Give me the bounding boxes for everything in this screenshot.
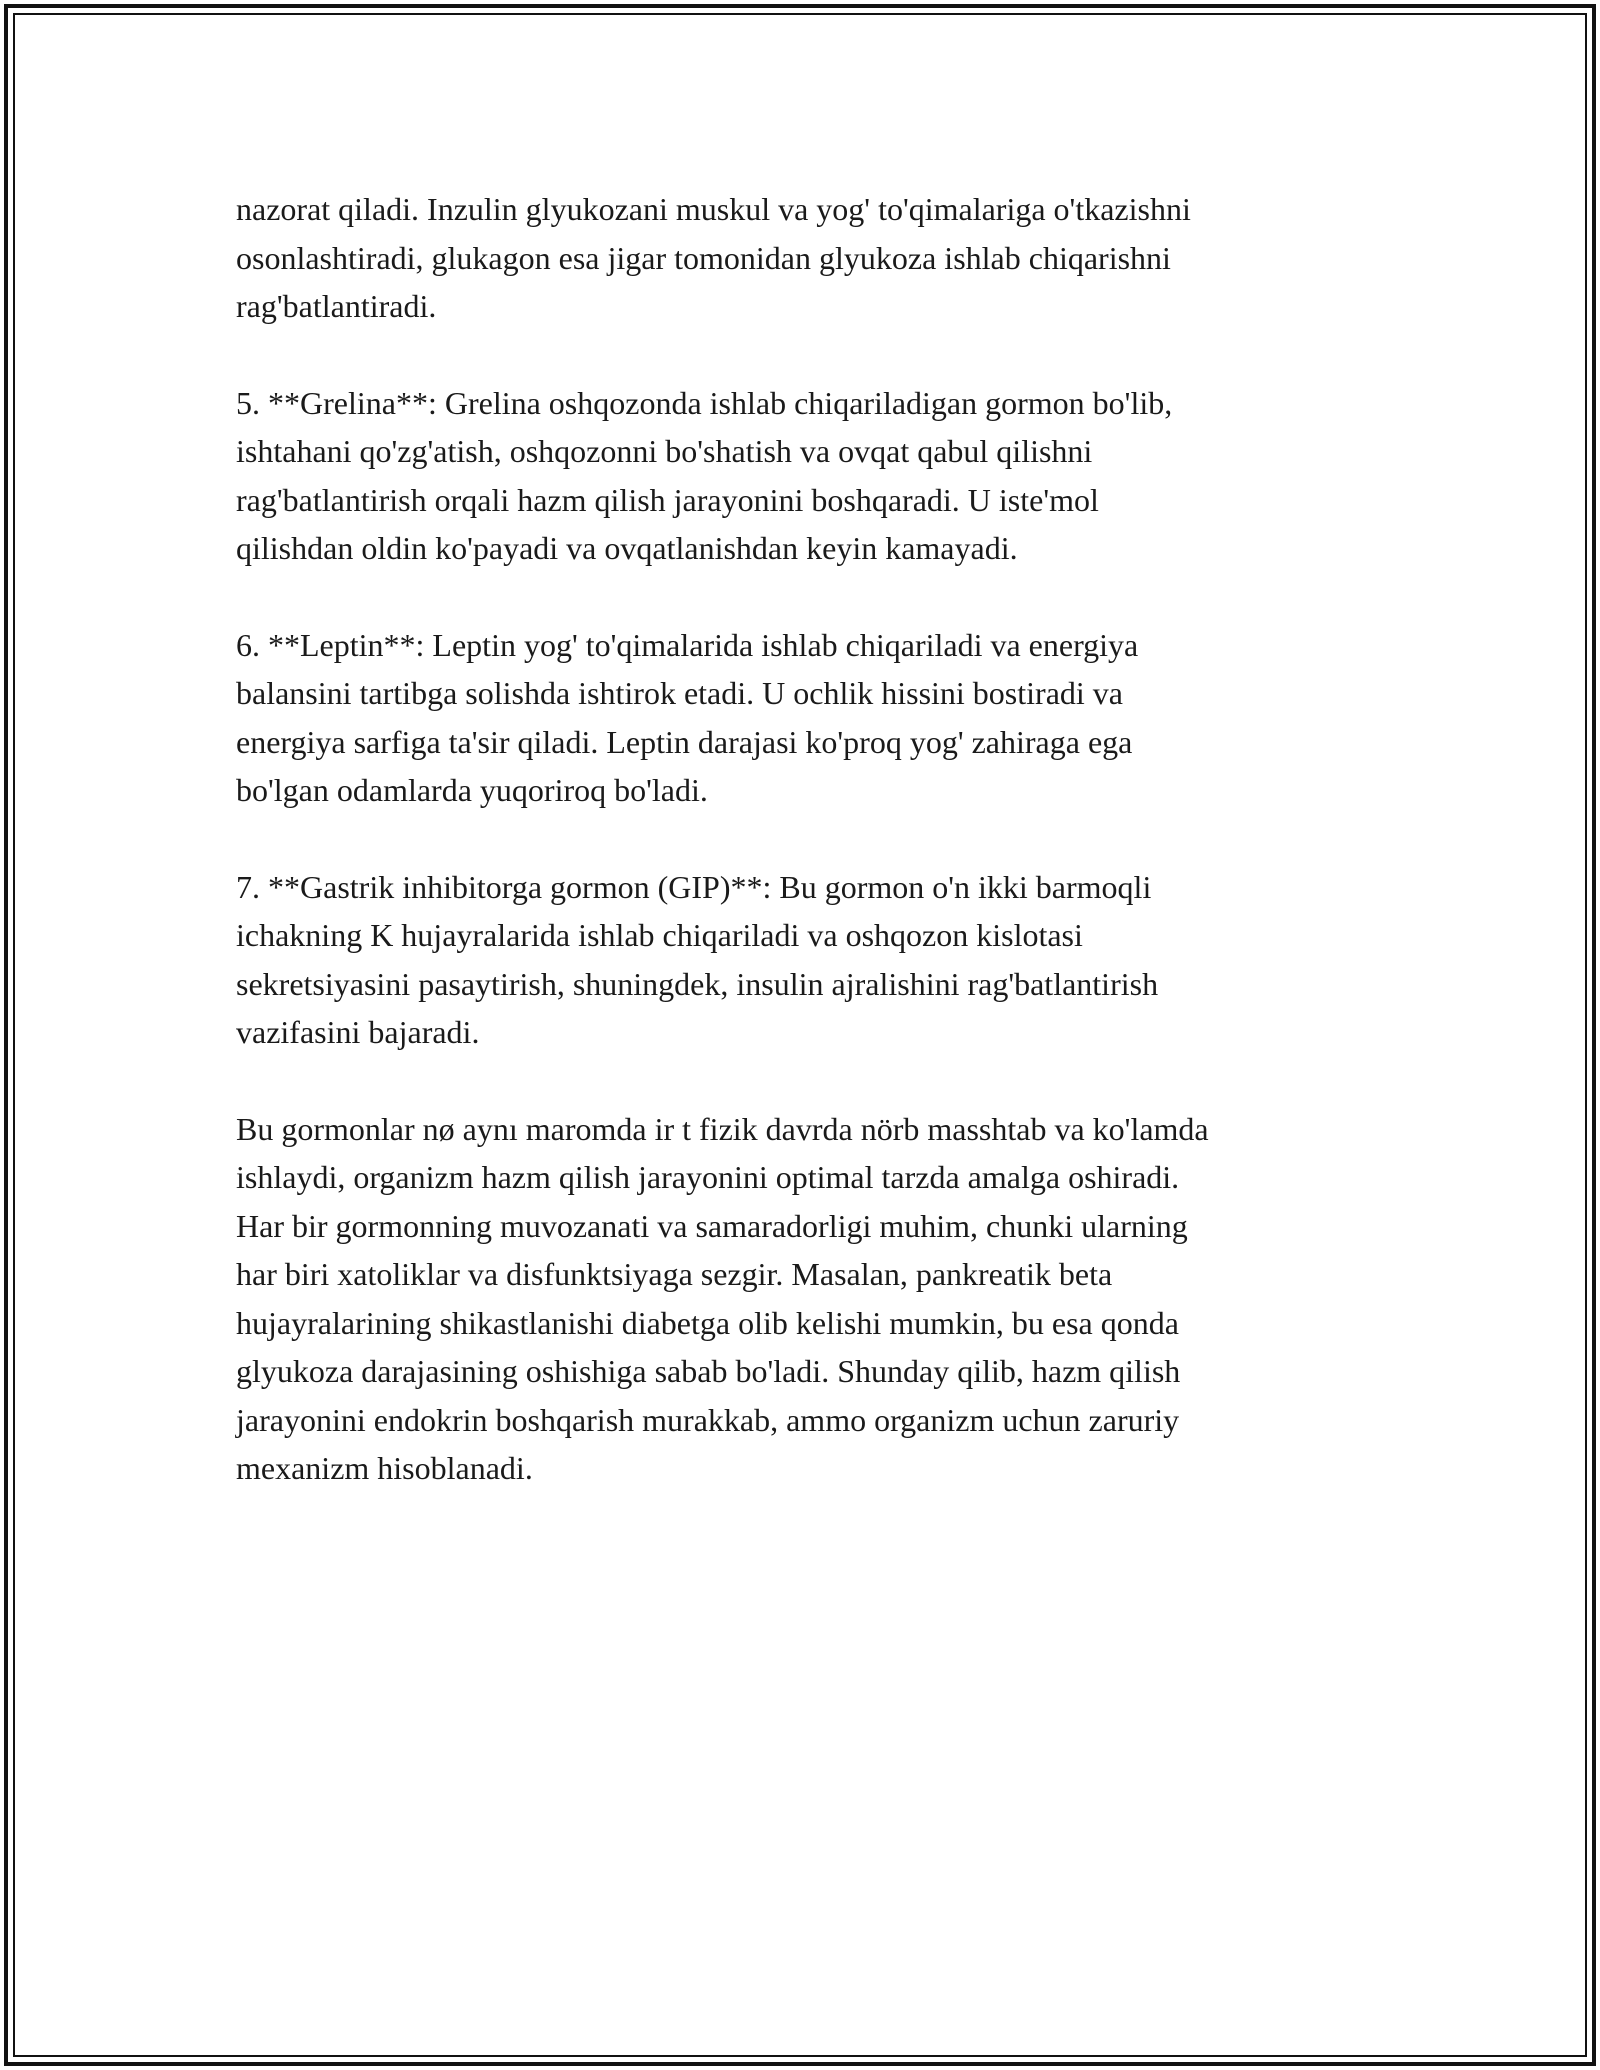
text-line: ishlaydi, organizm hazm qilish jarayonini optimal tarzda amalga oshiradi. (236, 1159, 1180, 1195)
text-line: 7. **Gastrik inhibitorga gormon (GIP)**: Bu gormon o'n ikki barmoqli (236, 868, 1152, 905)
text-line: rag'batlantirish orqali hazm qilish jarayonini boshqaradi. U iste'mol (236, 481, 1099, 518)
text-line: ishtahani qo'zg'atish, oshqozonni bo'shatish va ovqat qabul qilishni (236, 433, 1093, 469)
paragraph-leptin (236, 621, 1366, 815)
text-line: nazorat qiladi. Inzulin glyukozani muskul va yog' to'qimalariga o'tkazishni (236, 191, 1191, 227)
paragraph-conclusion (236, 1105, 1366, 1493)
text-line: hujayralarining shikastlanishi diabetga olib kelishi mumkin, bu esa qonda (236, 1304, 1179, 1341)
text-line: ichakning K hujayralarida ishlab chiqariladi va oshqozon kislotasi (236, 917, 1083, 953)
text-line: mexanizm hisoblanadi. (236, 1450, 533, 1486)
text-line: glyukoza darajasining oshishiga sabab bo'ladi. Shunday qilib, hazm qilish (236, 1353, 1181, 1389)
text-line: rag'batlantiradi. (236, 288, 437, 324)
paragraph-gip (236, 863, 1366, 1057)
text-line: Bu gormonlar nø aynı maromda ir t fizik davrda nörb masshtab va ko'lamda (236, 1110, 1209, 1147)
paragraph-grelina (236, 379, 1366, 573)
text-line: Har bir gormonning muvozanati va samaradorligi muhim, chunki ularning (236, 1207, 1188, 1244)
text-line: 6. **Leptin**: Leptin yog' to'qimalarida ishlab chiqariladi va energiya (236, 626, 1139, 663)
text-line: har biri xatoliklar va disfunktsiyaga sezgir. Masalan, pankreatik beta (236, 1256, 1113, 1292)
text-line: 5. **Grelina**: Grelina oshqozonda ishlab chiqariladigan gormon bo'lib, (236, 384, 1173, 421)
text-line: sekretsiyasini pasaytirish, shuningdek, insulin ajralishini rag'batlantirish (236, 965, 1159, 1002)
text-line: balansini tartibga solishda ishtirok etadi. U ochlik hissini bostiradi va (236, 675, 1123, 711)
text-line: energiya sarfiga ta'sir qiladi. Leptin darajasi ko'proq yog' zahiraga ega (236, 723, 1133, 760)
text-line: bo'lgan odamlarda yuqoriroq bo'ladi. (236, 772, 708, 808)
text-line: jarayonini endokrin boshqarish murakkab, ammo organizm uchun zaruriy (236, 1401, 1180, 1438)
text-line: vazifasini bajaradi. (236, 1014, 480, 1050)
text-line: qilishdan oldin ko'payadi va ovqatlanishdan keyin kamayadi. (236, 530, 1018, 566)
document-body (236, 185, 1366, 1541)
text-line: osonlashtiradi, glukagon esa jigar tomonidan glyukoza ishlab chiqarishni (236, 239, 1171, 276)
paragraph-insulin-glucagon-continued (236, 185, 1366, 331)
